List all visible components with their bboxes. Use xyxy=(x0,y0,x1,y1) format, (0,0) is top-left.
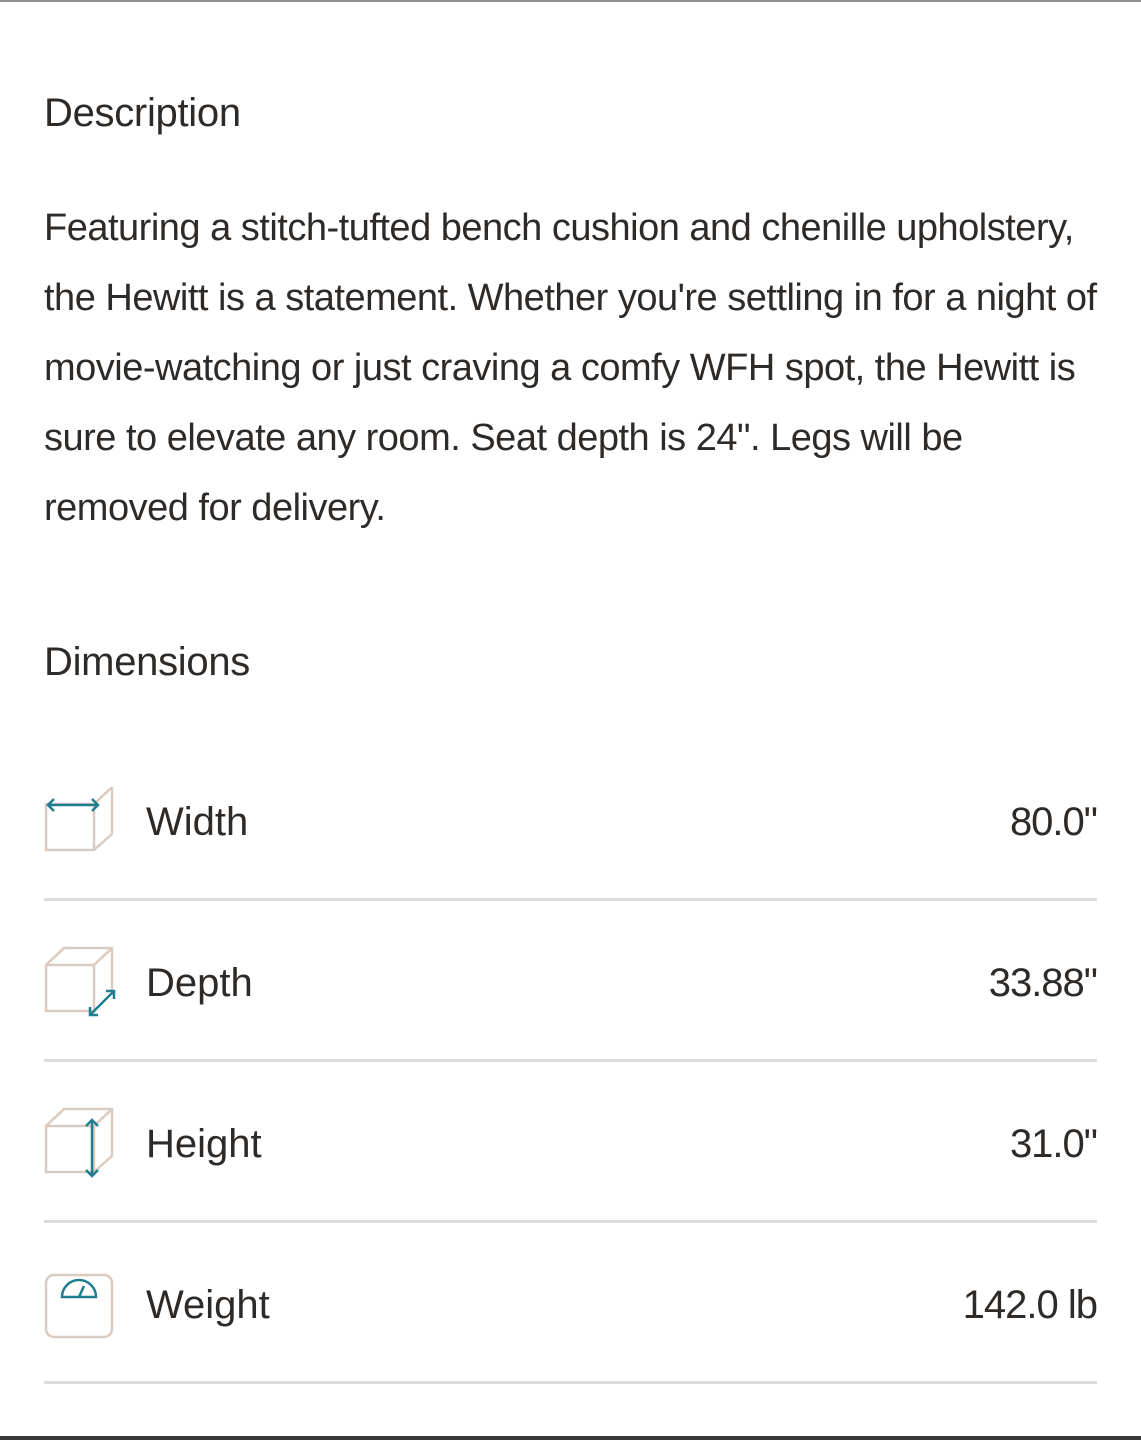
dimension-label: Width xyxy=(146,800,249,844)
width-box-icon xyxy=(44,784,120,860)
dimension-row-width xyxy=(44,740,1097,901)
dimension-value: 31.0" xyxy=(1009,1122,1097,1166)
dimension-row-height xyxy=(44,1062,1097,1223)
dimension-value: 80.0" xyxy=(1009,800,1097,844)
dimension-label: Height xyxy=(146,1122,262,1166)
dimension-row-depth xyxy=(44,901,1097,1062)
description-heading: Description xyxy=(44,91,241,135)
dimensions-list xyxy=(44,740,1097,1384)
dimension-label: Weight xyxy=(146,1283,270,1327)
dimensions-heading: Dimensions xyxy=(44,640,250,684)
description-text: Featuring a stitch-tufted bench cushion and chenille upholstery, the Hewitt is a statement. Whether you're settling in for a night of movie-watching or just craving a comfy WFH spot, the Hewitt is sure to elevate any room. Seat depth is 24". Legs will be removed for delivery. xyxy=(44,207,1097,529)
scale-icon xyxy=(44,1267,120,1343)
dimension-value: 33.88" xyxy=(988,961,1097,1005)
height-box-icon xyxy=(44,1106,120,1182)
dimension-label: Depth xyxy=(146,961,253,1005)
top-divider xyxy=(0,0,1141,2)
bottom-edge xyxy=(0,1436,1141,1440)
depth-box-icon xyxy=(44,945,120,1021)
dimension-row-weight xyxy=(44,1223,1097,1384)
dimension-value: 142.0 lb xyxy=(962,1283,1097,1327)
